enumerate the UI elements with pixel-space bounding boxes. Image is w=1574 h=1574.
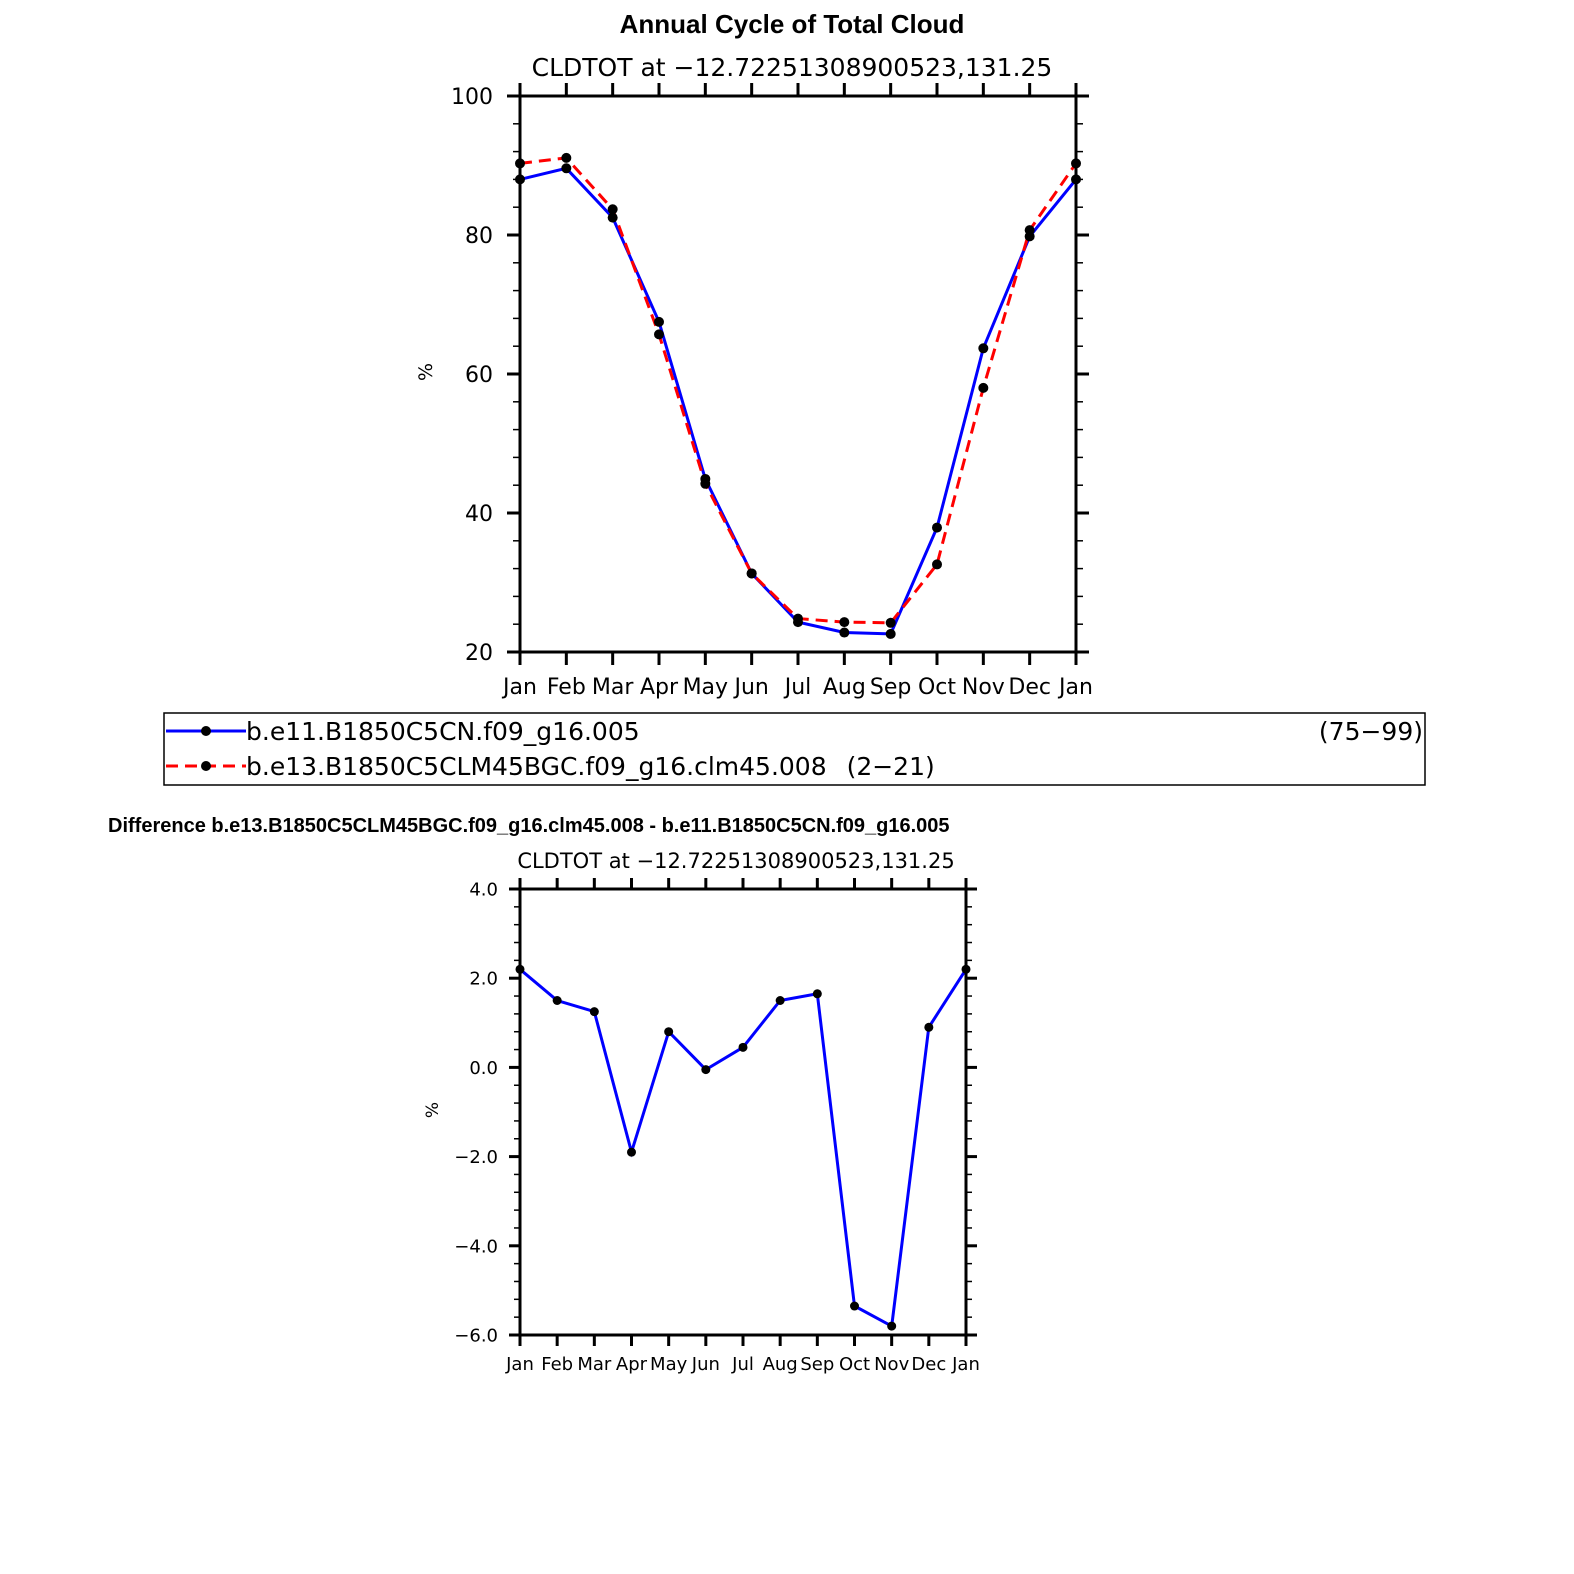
chart1-ytick-label: 80: [465, 223, 493, 249]
chart1-ytick-label: 40: [465, 501, 493, 527]
chart2-series-1-point: [739, 1043, 748, 1052]
chart1-series-2-point: [515, 158, 525, 168]
chart1-series-1-point: [886, 629, 896, 639]
chart1-xtick-label: Feb: [546, 675, 586, 700]
chart1-series-2-point: [700, 479, 710, 489]
chart2-series-1-point: [516, 965, 525, 974]
chart1-series-1-point: [515, 174, 525, 184]
chart2-xtick-label: Feb: [541, 1354, 574, 1375]
chart1-series-1-point: [932, 523, 942, 533]
chart1-ytick-label: 100: [451, 84, 493, 110]
chart2-ytick-label: 4.0: [469, 879, 498, 901]
chart2-series-1-point: [776, 996, 785, 1005]
chart1-xtick-label: Nov: [961, 675, 1005, 700]
chart2-series-1-point: [887, 1322, 896, 1331]
chart2-xtick-label: Oct: [838, 1354, 871, 1375]
legend-label-series-1: b.e11.B1850C5CN.f09_g16.005: [246, 717, 640, 746]
chart1-series-2-point: [886, 618, 896, 628]
chart2-series-1-point: [701, 1065, 710, 1074]
chart2-xtick-label: Jan: [506, 1354, 534, 1375]
chart2-series-1-point: [813, 989, 822, 998]
chart1-series-2-point: [561, 153, 571, 163]
chart1-title: Annual Cycle of Total Cloud: [619, 9, 965, 39]
chart1-series-2-point: [654, 329, 664, 339]
chart1-xtick-label: Oct: [917, 675, 957, 700]
chart1-xtick-label: Jul: [784, 675, 812, 700]
chart1-xtick-label: Jan: [1059, 675, 1093, 700]
chart1-xtick-label: May: [682, 675, 729, 700]
chart1-xtick-label: Jan: [503, 675, 537, 700]
chart1-series-1-point: [1071, 174, 1081, 184]
chart1-subtitle: CLDTOT at −12.72251308900523,131.25: [531, 53, 1053, 82]
chart2-subtitle: CLDTOT at −12.72251308900523,131.25: [517, 849, 955, 873]
chart2-xtick-label: Jul: [732, 1354, 754, 1375]
chart1-ytick-label: 60: [465, 362, 493, 388]
chart1-xtick-label: Sep: [869, 675, 912, 700]
chart2-ytick-label: −2.0: [454, 1147, 498, 1169]
chart2-xtick-label: Dec: [911, 1354, 947, 1375]
chart1-series-2-point: [1025, 225, 1035, 235]
chart1-series-2-point: [839, 617, 849, 627]
chart2-series-1-point: [850, 1302, 859, 1311]
legend-name-series-2: b.e13.B1850C5CLM45BGC.f09_g16.clm45.008: [246, 752, 827, 781]
chart1-series-2-point: [1071, 158, 1081, 168]
legend-marker-series-2: [201, 761, 211, 771]
chart2-title: Difference b.e13.B1850C5CLM45BGC.f09_g16.clm45.008 - b.e11.B1850C5CN.f09_g16.005: [108, 815, 950, 837]
chart1-ylabel: %: [415, 362, 437, 382]
chart2-ytick-label: −4.0: [454, 1236, 498, 1258]
chart2-series-1-point: [962, 965, 971, 974]
chart1-xtick-label: Mar: [591, 675, 634, 700]
chart1-series-1-point: [839, 628, 849, 638]
chart2-xtick-label: Mar: [577, 1354, 612, 1375]
legend-years-series-2: (2−21): [846, 752, 935, 781]
chart2-xtick-label: Nov: [874, 1354, 910, 1375]
chart2-xtick-label: Jan: [952, 1354, 980, 1375]
chart2-ytick-label: 0.0: [469, 1057, 498, 1079]
chart2-series-1-point: [590, 1007, 599, 1016]
chart1-series-2-point: [793, 614, 803, 624]
chart1-series-1-point: [978, 343, 988, 353]
legend-label-series-2: [246, 752, 935, 781]
legend-years-series-1: (75−99): [1318, 717, 1423, 746]
chart2-series-1-point: [924, 1023, 933, 1032]
legend-marker-series-1: [201, 726, 211, 736]
chart1-xtick-label: Dec: [1008, 675, 1051, 700]
chart1-series-2-point: [747, 568, 757, 578]
chart2-series-1-point: [553, 996, 562, 1005]
chart2-ytick-label: 2.0: [469, 968, 498, 990]
chart2-series-1-point: [664, 1027, 673, 1036]
chart2-ytick-label: −6.0: [454, 1325, 498, 1347]
chart2-series-1-point: [627, 1148, 636, 1157]
chart1-series-2-point: [978, 383, 988, 393]
chart2-xtick-label: Aug: [762, 1354, 798, 1375]
chart2-xtick-label: Jun: [691, 1354, 720, 1375]
chart1-xtick-label: Aug: [822, 675, 866, 700]
chart2-xtick-label: Apr: [615, 1354, 648, 1375]
chart1-series-1-point: [654, 317, 664, 327]
chart1-ytick-label: 20: [465, 640, 493, 666]
chart2-xtick-label: May: [650, 1354, 688, 1375]
chart1-xtick-label: Apr: [639, 675, 679, 700]
chart1-xtick-label: Jun: [734, 675, 769, 700]
chart1-series-2-point: [932, 559, 942, 569]
chart2-ylabel: %: [423, 1101, 443, 1119]
chart1-series-2-point: [608, 204, 618, 214]
chart1-series-1-point: [561, 163, 571, 173]
chart2-xtick-label: Sep: [800, 1354, 835, 1375]
